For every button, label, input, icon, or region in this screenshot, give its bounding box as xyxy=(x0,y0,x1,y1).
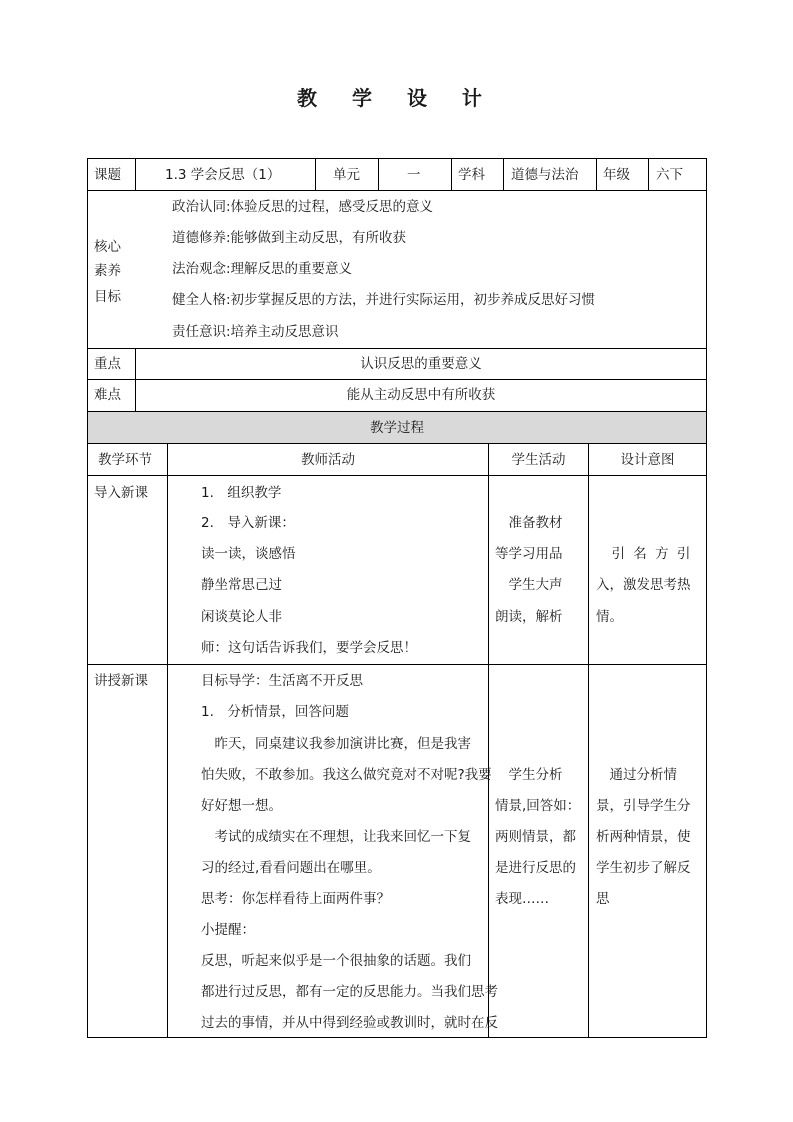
goal-item: 健全人格:初步掌握反思的方法，并进行实际运用，初步养成反思好习惯 xyxy=(172,292,596,308)
new-teacher-line: 过去的事情，并从中得到经验或教训时，就时在反 xyxy=(201,1015,498,1031)
page-title: 教 学 设 计 xyxy=(297,86,496,110)
intro-teacher-line: 1. 组织教学 xyxy=(201,485,282,501)
table-border xyxy=(87,475,707,476)
table-border xyxy=(87,379,707,380)
new-intent-line: 思 xyxy=(596,891,610,907)
new-intent-line: 通过分析情 xyxy=(596,767,677,783)
new-student-line: 两则情景，都 xyxy=(495,829,576,845)
table-border xyxy=(378,158,379,190)
new-teacher-line: 思考：你怎样看待上面两件事？ xyxy=(201,891,390,907)
new-stage: 讲授新课 xyxy=(94,673,148,689)
goal-item: 法治观念:理解反思的重要意义 xyxy=(172,261,353,277)
table-border xyxy=(588,443,589,1038)
table-border xyxy=(503,158,504,190)
table-border xyxy=(87,411,707,412)
goal-item: 道德修养:能够做到主动反思，有所收获 xyxy=(172,230,407,246)
table-border xyxy=(87,158,88,1038)
table-border xyxy=(596,158,597,190)
intro-student-line: 学生大声 xyxy=(495,577,563,593)
intro-teacher-line: 静坐常思己过 xyxy=(201,577,282,593)
difficulty-label: 难点 xyxy=(94,387,121,403)
new-teacher-line: 习的经过,看看问题出在哪里。 xyxy=(201,860,381,876)
table-border xyxy=(648,158,649,190)
table-border xyxy=(488,443,489,1038)
table-border xyxy=(451,158,452,190)
process-heading: 教学过程 xyxy=(370,420,424,436)
table-border xyxy=(87,158,707,159)
course-value: 1.3 学会反思（1） xyxy=(165,167,281,183)
new-intent-line: 学生初步了解反 xyxy=(596,860,691,876)
subject-value: 道德与法治 xyxy=(511,167,579,183)
table-border xyxy=(87,443,707,444)
intro-intent-line: 引 名 方 引 xyxy=(596,546,693,562)
goal-item: 责任意识:培养主动反思意识 xyxy=(172,324,339,340)
new-student-line: 是进行反思的 xyxy=(495,860,576,876)
new-teacher-line: 考试的成绩实在不理想，让我来回忆一下复 xyxy=(201,829,471,845)
grade-label: 年级 xyxy=(603,167,630,183)
intro-student-line: 准备教材 xyxy=(495,515,563,531)
new-teacher-line: 昨天，同桌建议我参加演讲比赛，但是我害 xyxy=(201,736,471,752)
grade-value: 六下 xyxy=(656,167,683,183)
unit-value: 一 xyxy=(407,167,421,183)
intro-teacher-line: 读一读，谈感悟 xyxy=(201,546,296,562)
goal-item: 政治认同:体验反思的过程，感受反思的意义 xyxy=(172,199,434,215)
table-border xyxy=(87,348,707,349)
intro-teacher-line: 闲谈莫论人非 xyxy=(201,609,282,625)
table-border xyxy=(135,158,136,190)
key-point-value: 认识反思的重要意义 xyxy=(360,356,482,372)
new-student-line: 情景,回答如： xyxy=(495,798,581,814)
table-border xyxy=(167,443,168,1038)
subject-label: 学科 xyxy=(458,167,485,183)
table-border xyxy=(87,190,707,191)
goals-label: 核心 xyxy=(94,239,121,255)
intro-student-line: 等学习用品 xyxy=(495,546,563,562)
intro-intent-line: 情。 xyxy=(596,609,623,625)
table-border xyxy=(315,158,316,190)
new-student-line: 学生分析 xyxy=(495,767,563,783)
goals-label: 素养 xyxy=(94,263,121,279)
new-teacher-line: 反思，听起来似乎是一个很抽象的话题。我们 xyxy=(201,953,471,969)
new-teacher-line: 怕失败，不敢参加。我这么做究竟对不对呢?我要 xyxy=(201,767,492,783)
difficulty-value: 能从主动反思中有所收获 xyxy=(346,387,496,403)
goals-label: 目标 xyxy=(94,289,121,305)
unit-label: 单元 xyxy=(333,167,360,183)
new-teacher-line: 小提醒： xyxy=(201,922,255,938)
intro-stage: 导入新课 xyxy=(94,485,148,501)
column-header-teacher: 教师活动 xyxy=(301,452,355,468)
table-border xyxy=(706,158,707,1038)
intro-student-line: 朗读，解析 xyxy=(495,609,563,625)
new-teacher-line: 1. 分析情景，回答问题 xyxy=(201,704,349,720)
column-header-intent: 设计意图 xyxy=(620,452,675,468)
intro-teacher-line: 师：这句话告诉我们，要学会反思！ xyxy=(201,640,417,656)
new-student-line: 表现…… xyxy=(495,891,549,907)
intro-intent-line: 入，激发思考热 xyxy=(596,577,691,593)
table-border xyxy=(87,1037,707,1038)
new-teacher-line: 好好想一想。 xyxy=(201,798,282,814)
new-intent-line: 景，引导学生分 xyxy=(596,798,691,814)
course-label: 课题 xyxy=(94,167,121,183)
column-header-student: 学生活动 xyxy=(511,452,566,468)
key-point-label: 重点 xyxy=(94,356,121,372)
new-teacher-line: 都进行过反思，都有一定的反思能力。当我们思考 xyxy=(201,984,498,1000)
new-intent-line: 析两种情景，使 xyxy=(596,829,691,845)
new-teacher-line: 目标导学：生活离不开反思 xyxy=(201,673,363,689)
column-header-stage: 教学环节 xyxy=(98,452,152,468)
table-border xyxy=(87,664,707,665)
intro-teacher-line: 2. 导入新课： xyxy=(201,515,295,531)
